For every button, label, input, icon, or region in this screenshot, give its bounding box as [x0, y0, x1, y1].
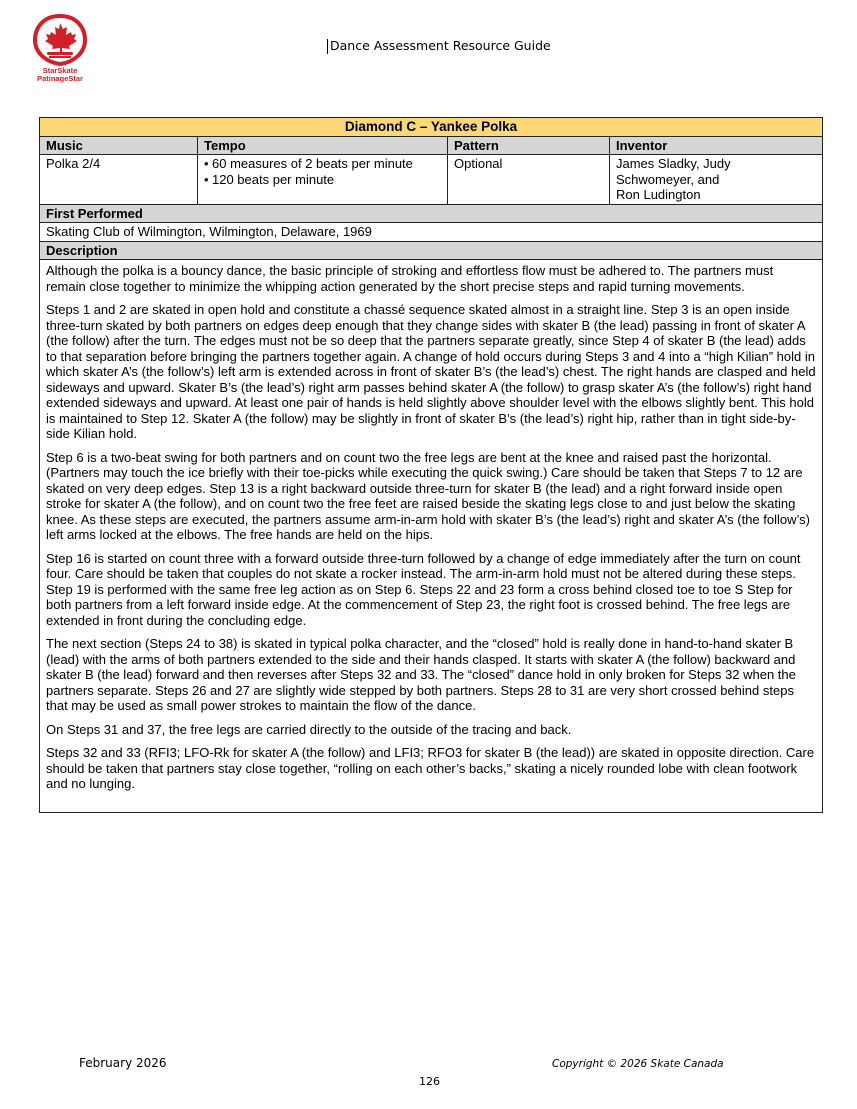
first-performed-header-row — [40, 204, 823, 223]
table-title-row — [40, 118, 823, 137]
footer-copyright: Copyright © 2026 Skate Canada — [552, 1058, 724, 1070]
description-paragraph: On Steps 31 and 37, the free legs are carried directly to the outside of the tracing and back. — [46, 721, 572, 737]
first-performed-label: First Performed — [40, 204, 823, 223]
description-label: Description — [40, 241, 823, 260]
description-paragraph: Although the polka is a bouncy dance, the basic principle of stroking and effortless flow must be adhered to. The partners must remain close together to minimize the whipping action generated by the short precise steps and rapid turning movements. — [46, 263, 774, 294]
tempo-value — [198, 155, 448, 205]
maple-leaf-skate-icon — [31, 14, 89, 66]
document-title: Dance Assessment Resource Guide — [330, 38, 551, 53]
description-paragraph: Steps 32 and 33 (RFI3; LFO-Rk for skater A (the follow) and LFI3; RFO3 for skater B (the lead)) are skated in opposite direction. Care should be taken that partners stay close together, “rolling on each other’s backs,” skating a nicely rounded lobe with clean footwork and no lunging. — [46, 745, 815, 791]
description-header-row — [40, 241, 823, 260]
footer-date: February 2026 — [79, 1056, 167, 1070]
pattern-value: Optional — [448, 155, 610, 205]
page-number: 126 — [419, 1075, 440, 1088]
header-inventor: Inventor — [610, 136, 823, 155]
dance-title: Diamond C – Yankee Polka — [40, 118, 823, 137]
description-paragraph: Step 16 is started on count three with a forward outside three-turn followed by a change of edge immediately after the turn on count four. Care should be taken that couples do not skate a rocker instead. The arm-in-arm hold must not be altered during these steps. Step 19 is performed with the same free leg action as on Step 6. Steps 22 and 23 form a cross behind closed toe to toe S Step for both partners from a left forward inside edge. At the commencement of Step 23, the right foot is crossed behind. The free legs are extended in front during the concluding edge. — [46, 550, 801, 628]
description-row — [40, 260, 823, 813]
dance-info-table — [39, 117, 823, 813]
header-music: Music — [40, 136, 198, 155]
header-tempo: Tempo — [198, 136, 448, 155]
inventor-value: James Sladky, Judy Schwomeyer, and Ron Ludington — [610, 155, 823, 205]
tempo-item: • 60 measures of 2 beats per minute — [204, 156, 441, 172]
description-paragraph: The next section (Steps 24 to 38) is skated in typical polka character, and the “closed” hold is really done in hand-to-hand skater B (lead) with the arms of both partners extended to the side and their hands clasped. It starts with skater A (the follow) backward and skater B (the lead) forward and then reverses after Steps 32 and 33. The “closed” dance hold in only broken for Steps 32 when the partners separate. Steps 26 and 27 are slightly wide stepped by both partners. Steps 28 to 31 are very short crossed behind steps that may be used as small power strokes to maintain the flow of the dance. — [46, 636, 796, 713]
first-performed-value: Skating Club of Wilmington, Wilmington, Delaware, 1969 — [40, 223, 823, 242]
header-pattern: Pattern — [448, 136, 610, 155]
starskate-logo — [24, 14, 96, 90]
column-header-row — [40, 136, 823, 155]
tempo-item: • 120 beats per minute — [204, 172, 441, 188]
description-body — [40, 260, 823, 813]
first-performed-row — [40, 223, 823, 242]
info-row — [40, 155, 823, 205]
description-paragraph: Step 6 is a two-beat swing for both partners and on count two the free legs are bent at the knee and raised past the horizontal. (Partners may touch the ice briefly with their toe-picks while executing the quick swing.) Care should be taken that Steps 7 to 12 are skated on very deep edges. Step 13 is a right backward outside three-turn for skater B (the lead) and a right forward inside open stroke for skater A (the follow), and on count two the free feet are raised beside the skating legs close to and just below the skating knee. As these steps are executed, the partners assume arm-in-arm hold with skater B’s (the lead’s) right and skater A’s (the follow’s) left arms locked at the elbows. The free hands are held on the hips. — [46, 449, 810, 542]
logo-wordmark: StarSkate PatinageStar — [37, 66, 83, 83]
description-paragraph: Steps 1 and 2 are skated in open hold and constitute a chassé sequence skated almost in a straight line. Step 3 is an open inside three-turn skated by both partners on edges deep enough that they change sides with skater B (the lead) passing in front of skater A (the follow) after the turn. The edges must not be so deep that the partners separate greatly, since Step 4 of skater B (the lead) adds to that separation before bringing the partners together again. A change of hold occurs during Steps 3 and 4 into a “high Kilian” hold in which skater A’s (the follow’s) left arm is extended across in front of skater B’s (the lead’s) chest. The right hands are clasped and held sideways and upward. Skater B’s (the lead’s) right arm passes behind skater A (the follow) to grasp skater A’s (the follow’s) right hand extended sideways and upward. At least one pair of hands is held slightly above shoulder level with the elbows slightly bent. This hold is maintained to Step 12. Skater A (the follow) may be slightly in front of skater B’s (the lead’s) right hip, rather than in tight side-by-side Kilian hold. — [46, 302, 816, 441]
music-value: Polka 2/4 — [40, 155, 198, 205]
